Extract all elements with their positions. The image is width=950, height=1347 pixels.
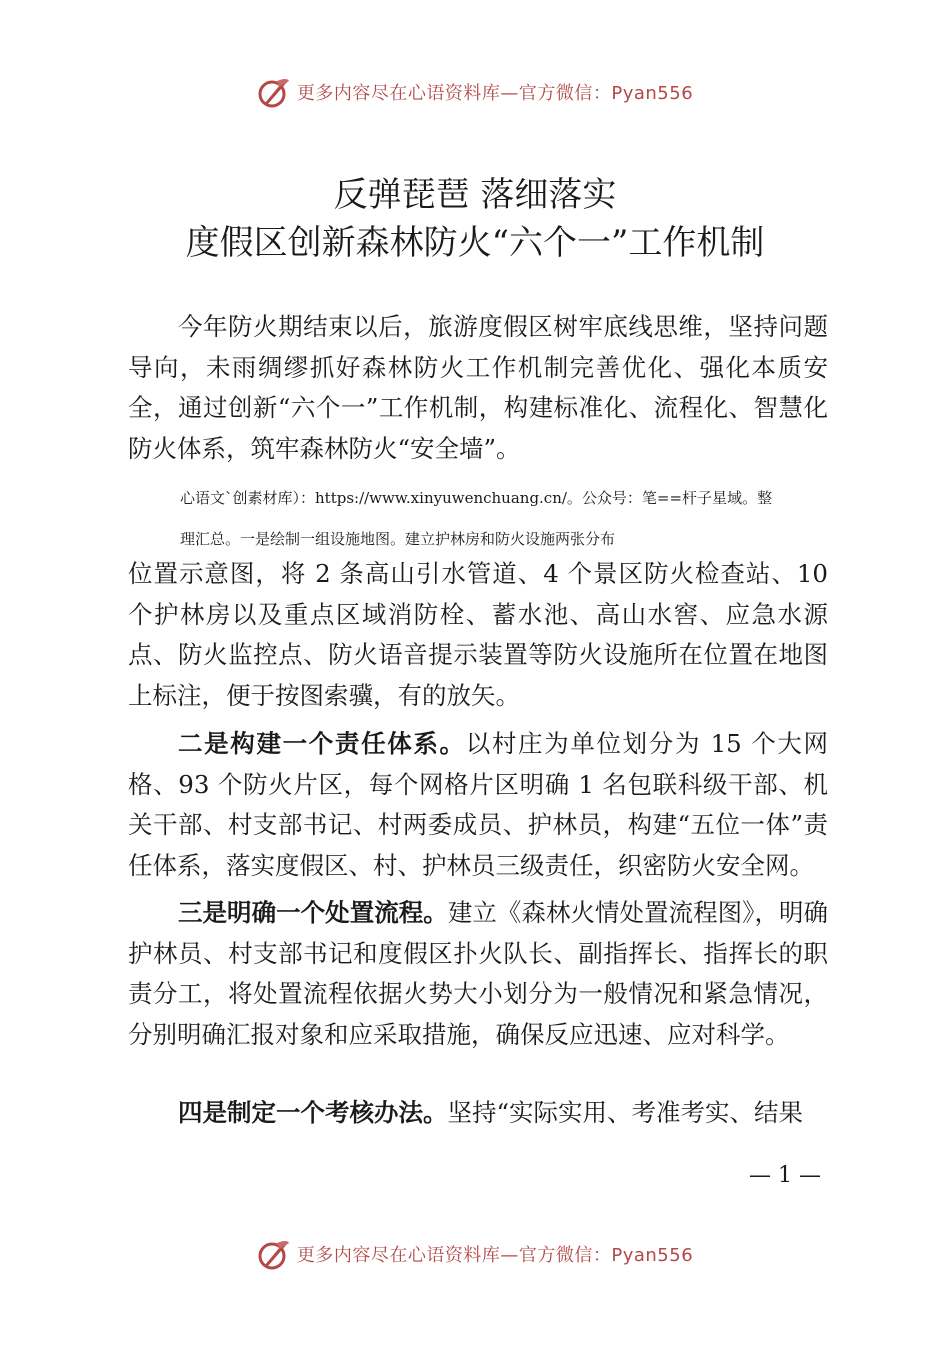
inserted-note-line-1: 心语文`创素材库）：https://www.xinyuwenchuang.cn/。公众号：笔==杆子星域。整 xyxy=(180,489,773,507)
item2-paragraph xyxy=(128,724,828,886)
page-number: — 1 — xyxy=(749,1163,821,1188)
watermark-text: 更多内容尽在心语资料库—官方微信：Pyan556 xyxy=(296,83,694,104)
footer-watermark xyxy=(0,1234,950,1274)
title-line-1: 反弹琵琶 落细落实 xyxy=(333,175,617,215)
title-line-2: 度假区创新森林防火“六个一”工作机制 xyxy=(185,223,765,263)
item3-paragraph xyxy=(128,893,828,1055)
inserted-note-line-2: 理汇总。一是绘制一组设施地图。建立护林房和防火设施两张分布 xyxy=(180,530,616,548)
item2-lead: 二是构建一个责任体系。 xyxy=(178,729,466,758)
quill-pen-logo-icon xyxy=(257,75,291,109)
item3-body: 建立《森林火情处置流程图》，明确护林员、村支部书记和度假区扑火队长、副指挥长、指挥长的职责分工，将处置流程依据火势大小划分为一般情况和紧急情况，分别明确汇报对象和应采取措施，确保反应迅速、应对科学。 xyxy=(128,898,829,1049)
item4-paragraph xyxy=(128,1093,828,1134)
item4-lead: 四是制定一个考核办法。 xyxy=(178,1098,448,1127)
header-watermark xyxy=(0,72,950,112)
item1-continuation-paragraph: 位置示意图，将 2 条高山引水管道、4 个景区防火检查站、10 个护林房以及重点区域消防栓、蓄水池、高山水窖、应急水源点、防火监控点、防火语音提示装置等防火设施所在位置在地图上标注，便于按图索骥，有的放矢。 xyxy=(128,559,828,710)
watermark-text: 更多内容尽在心语资料库—官方微信：Pyan556 xyxy=(296,1245,694,1266)
intro-paragraph: 今年防火期结束以后，旅游度假区树牢底线思维，坚持问题导向，未雨绸缪抓好森林防火工作机制完善优化、强化本质安全，通过创新“六个一”工作机制，构建标准化、流程化、智慧化防火体系，筑牢森林防火“安全墙”。 xyxy=(128,312,828,463)
item4-body: 坚持“实际实用、考准考实、结果 xyxy=(447,1098,804,1127)
item3-lead: 三是明确一个处置流程。 xyxy=(178,898,448,927)
quill-pen-logo-icon xyxy=(257,1237,291,1271)
item2-body: 以村庄为单位划分为 15 个大网格、93 个防火片区，每个网格片区明确 1 名包联科级干部、机关干部、村支部书记、村两委成员、护林员，构建“五位一体”责任体系，落实度假区、村、护林员三级责任，织密防火安全网。 xyxy=(128,729,828,880)
